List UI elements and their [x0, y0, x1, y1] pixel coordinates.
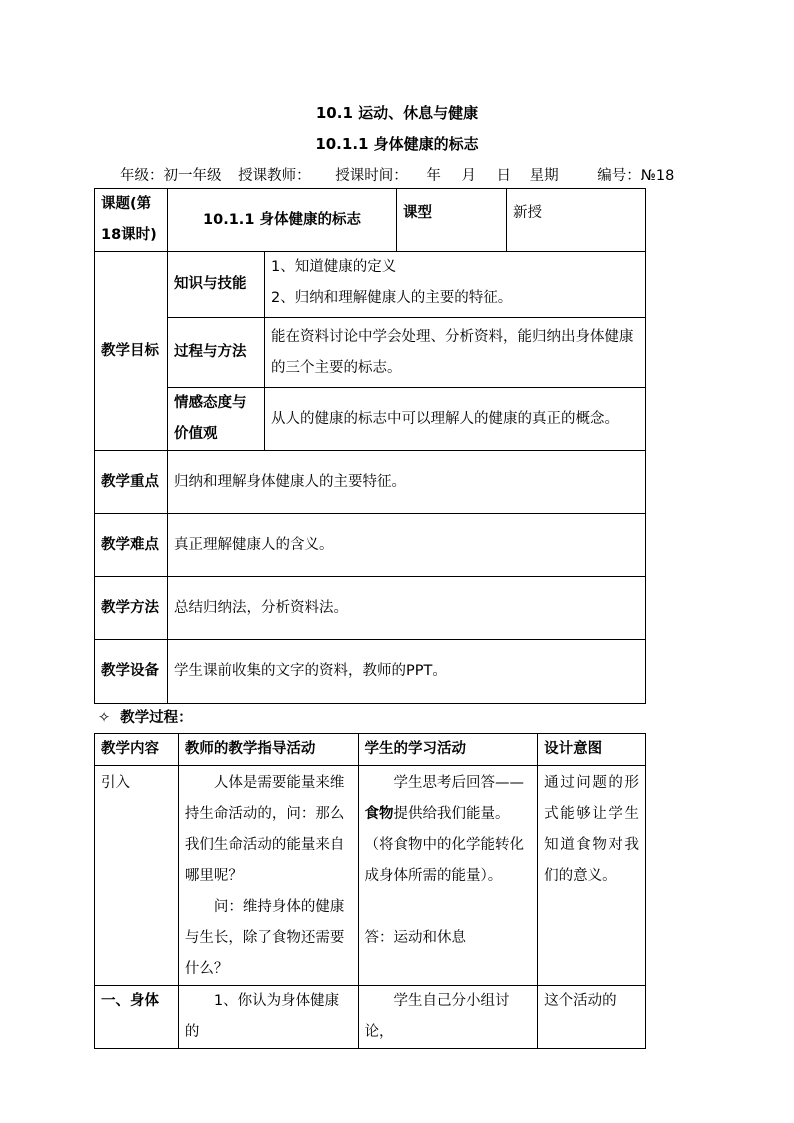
- header-content: 教学内容: [95, 734, 179, 766]
- topic-label: 课题(第18课时): [95, 189, 168, 252]
- row2-teacher: 1、你认为身体健康的: [178, 986, 358, 1049]
- row1-student-p1: [365, 768, 532, 830]
- knowledge-value: [265, 252, 646, 318]
- teacher-label: 授课教师：: [238, 168, 311, 184]
- row1-design: 通过问题的形式能够让学生知道食物对我们的意义。: [538, 766, 646, 986]
- header-design: 设计意图: [538, 734, 646, 766]
- document-subtitle: 10.1.1 身体健康的标志: [315, 135, 479, 153]
- teaching-process-label: 教学过程：: [120, 710, 193, 726]
- time-label: 授课时间：: [335, 168, 408, 184]
- number-label: 编号：№18: [597, 168, 675, 184]
- method-value: 总结归纳法，分析资料法。: [168, 577, 646, 640]
- header-teacher: 教师的教学指导活动: [178, 734, 358, 766]
- knowledge-label: 知识与技能: [168, 252, 265, 318]
- week-label: 星期: [529, 168, 559, 184]
- teaching-process-table: [94, 733, 646, 1049]
- row1-student-p1-b: 提供给我们能量。: [393, 806, 510, 822]
- row1-student: [358, 766, 538, 986]
- type-value: 新授: [507, 189, 646, 252]
- topic-value: 10.1.1 身体健康的标志: [168, 189, 397, 252]
- diamond-bullet-icon: ✧: [98, 710, 111, 726]
- process-method-label: 过程与方法: [168, 318, 265, 388]
- month-label: 月: [461, 168, 476, 184]
- teaching-process-heading: [98, 706, 193, 727]
- row1-teacher-p1: 人体是需要能量来维持生命活动的，问：那么我们生命活动的能量来自哪里呢？: [184, 775, 345, 884]
- row2-student: 学生自己分小组讨论，: [358, 986, 538, 1049]
- row1-student-spacer: [365, 892, 532, 923]
- type-label: 课型: [397, 189, 507, 252]
- equipment-value: 学生课前收集的文字的资料，教师的PPT。: [168, 640, 646, 704]
- row1-student-p3: 答：运动和休息: [364, 930, 467, 946]
- year-label: 年: [426, 168, 441, 184]
- row2-content: 一、身体: [95, 986, 179, 1049]
- row1-teacher: [178, 766, 358, 986]
- key-point-value: 归纳和理解身体健康人的主要特征。: [168, 451, 646, 514]
- row2-design: 这个活动的: [538, 986, 646, 1049]
- key-point-label: 教学重点: [95, 451, 168, 514]
- row1-teacher-p2: 问：维持身体的健康与生长，除了食物还需要什么？: [184, 899, 345, 977]
- knowledge-line-2: 2、归纳和理解健康人的主要的特征。: [271, 290, 513, 306]
- grade-text: 年级：初一年级: [120, 168, 222, 184]
- equipment-label: 教学设备: [95, 640, 168, 704]
- emotion-value: 从人的健康的标志中可以理解人的健康的真正的概念。: [265, 388, 646, 451]
- row1-student-p1-bold: 食物: [364, 806, 394, 822]
- process-method-value: 能在资料讨论中学会处理、分析资料，能归纳出身体健康的三个主要的标志。: [265, 318, 646, 388]
- difficulty-value: 真正理解健康人的含义。: [168, 514, 646, 577]
- emotion-label: 情感态度与价值观: [168, 388, 265, 451]
- knowledge-line-1: 1、知道健康的定义: [271, 259, 397, 275]
- difficulty-label: 教学难点: [95, 514, 168, 577]
- method-label: 教学方法: [95, 577, 168, 640]
- document-title: 10.1 运动、休息与健康: [315, 104, 479, 122]
- row1-student-p1-a: 学生思考后回答——: [393, 775, 525, 791]
- row1-student-p2: （将食物中的化学能转化成身体所需的能量）。: [364, 837, 525, 884]
- day-label: 日: [496, 168, 512, 184]
- header-student: 学生的学习活动: [358, 734, 538, 766]
- row1-content: 引入: [95, 766, 179, 986]
- lesson-plan-table: [94, 188, 646, 704]
- objectives-label: 教学目标: [95, 252, 168, 451]
- lesson-info-line: [120, 164, 680, 185]
